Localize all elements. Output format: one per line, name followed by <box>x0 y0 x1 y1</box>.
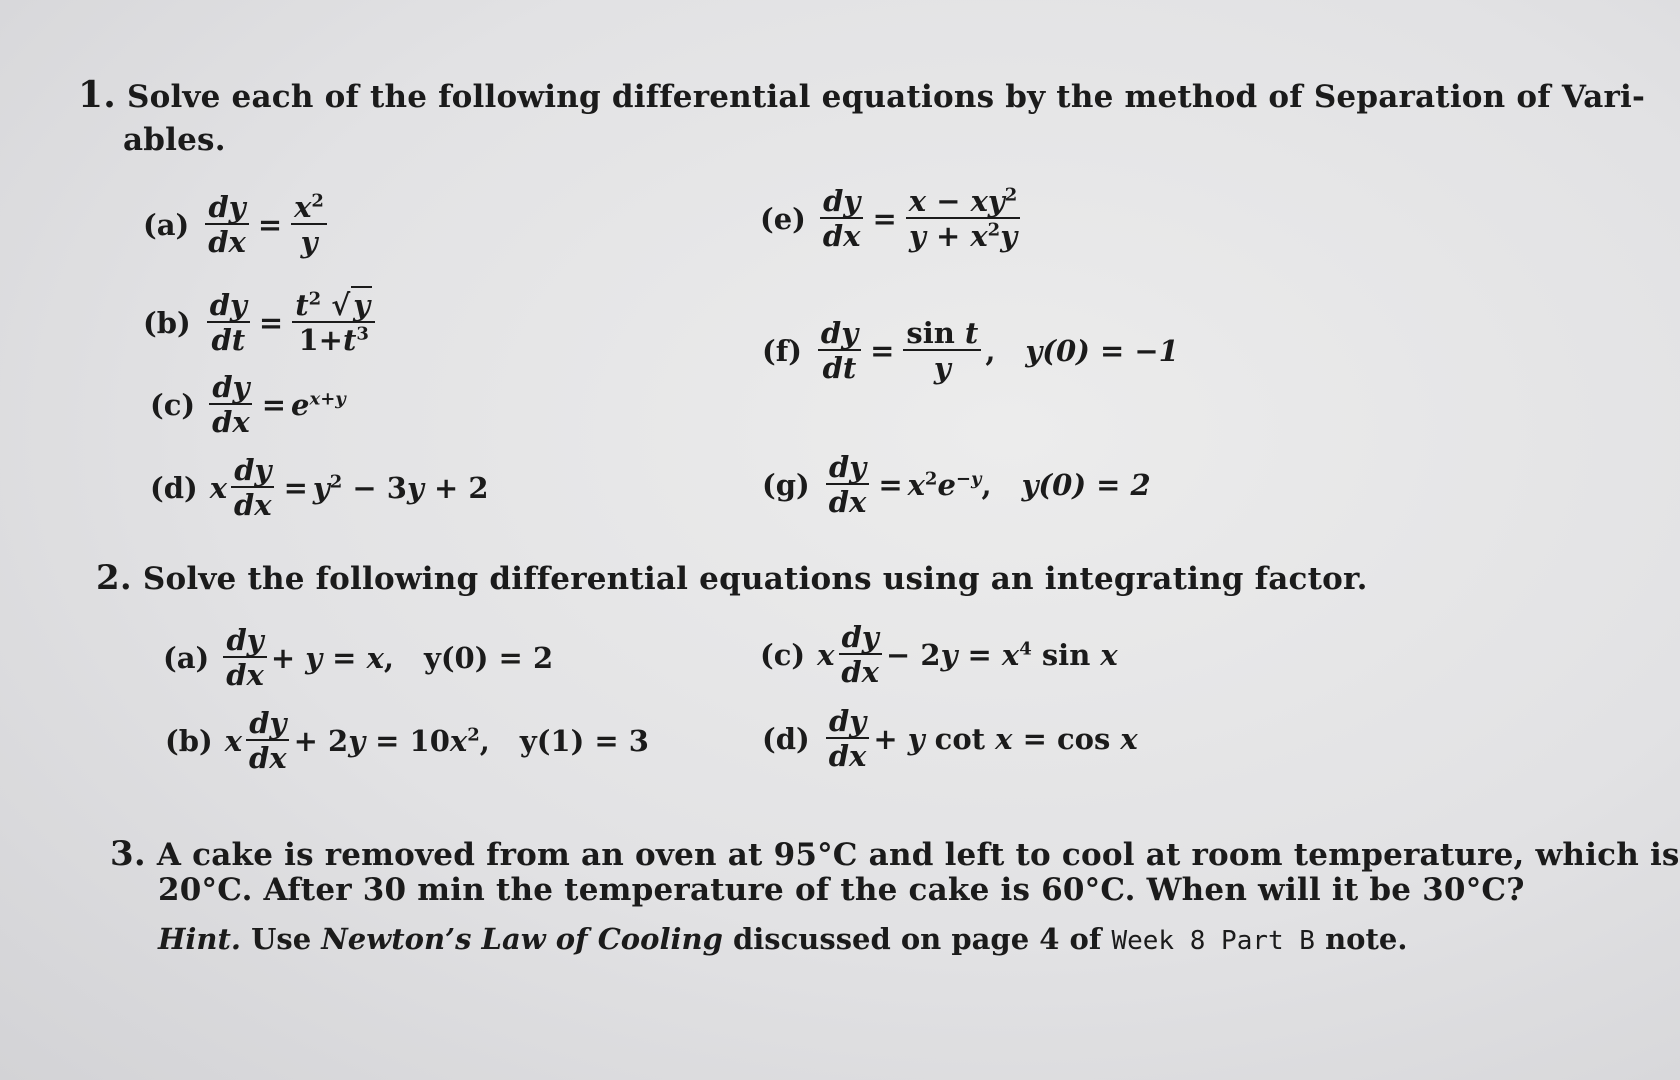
q2b-equation: (b) x $\frac{dy}{dx}$ + $2y = 10x^2$, y(1) = 3 <box>165 706 649 776</box>
q2d-label: (d) <box>762 721 810 756</box>
q1-text-line2: ables. <box>123 122 226 158</box>
q3-text-line1: A cake is removed from an oven at 95°C and left to cool at room temperature, which is <box>156 837 1680 873</box>
hint-mid: discussed on page 4 of <box>733 922 1102 956</box>
q1-text-line1: Solve each of the following differential equations by the method of Separation of Vari- <box>126 79 1646 115</box>
q2a-equation: (a) $\frac{dy}{dx}$ + y = x, y(0) = 2 <box>163 623 554 693</box>
q1d-label: (d) <box>150 470 198 505</box>
q2a-initial-condition: y(0) = 2 <box>423 640 554 675</box>
q1c-label: (c) <box>150 387 196 422</box>
q3-hint <box>158 922 1407 956</box>
q1e-equation: (e) $\frac{dy}{dx}$ = $\frac{x - xy^2}{y + x^2y}$ <box>760 186 1024 252</box>
q1d-equation: (d) x $\frac{dy}{dx}$ = $y^2 - 3y + 2$ <box>150 453 489 523</box>
hint-law-name: Newton’s Law of Cooling <box>321 922 723 956</box>
q2a-label: (a) <box>163 640 210 675</box>
q1a-equation: (a) $\frac{dy}{dx}$ = $\frac{x^2}{y}$ <box>143 192 331 258</box>
q1f-equation: (f) $\frac{dy}{dt}$ = $\frac{\text{sin t}}{y}$ , y(0) = −1 <box>762 316 1179 386</box>
hint-end: note. <box>1325 922 1408 956</box>
q2c-label: (c) <box>760 637 806 672</box>
q2-heading <box>96 558 1368 598</box>
q1b-label: (b) <box>143 305 191 340</box>
q1f-initial-condition: y(0) = −1 <box>1025 333 1179 368</box>
q3-number: 3. <box>110 834 146 874</box>
hint-week-code: Week 8 Part B <box>1111 926 1315 956</box>
q1-number: 1. <box>78 74 116 116</box>
q3-text-line2: 20°C. After 30 min the temperature of the cake is 60°C. When will it be 30°C? <box>158 872 1525 908</box>
q2d-equation: (d) $\frac{dy}{dx}$ + y cot x = cos x <box>762 704 1138 774</box>
q3-heading <box>110 834 1680 874</box>
q1g-equation: (g) $\frac{dy}{dx}$ = $x^2e^{-y}$, y(0) = 2 <box>762 450 1151 520</box>
q2c-equation: (c) x $\frac{dy}{dx}$ − $2y = x^4$ sin x <box>760 620 1118 690</box>
q1f-label: (f) <box>762 333 802 368</box>
q1e-label: (e) <box>760 201 806 236</box>
q2-number: 2. <box>96 558 132 598</box>
q1-heading <box>78 74 1645 116</box>
q2b-initial-condition: y(1) = 3 <box>519 723 649 758</box>
q1c-equation: (c) $\frac{dy}{dx}$ = $e^{x+y}$ <box>150 370 346 440</box>
q1g-initial-condition: y(0) = 2 <box>1021 467 1151 502</box>
q2-text: Solve the following differential equations using an integrating factor. <box>142 561 1368 597</box>
hint-use: Use <box>251 922 312 956</box>
q1a-label: (a) <box>143 207 190 242</box>
q1g-label: (g) <box>762 467 810 502</box>
q2b-label: (b) <box>165 723 213 758</box>
q1b-equation: (b) $\frac{dy}{dt}$ = $\frac{t^2 √ y}{1+t^3}$ <box>143 290 379 356</box>
hint-label: Hint. <box>158 922 241 956</box>
